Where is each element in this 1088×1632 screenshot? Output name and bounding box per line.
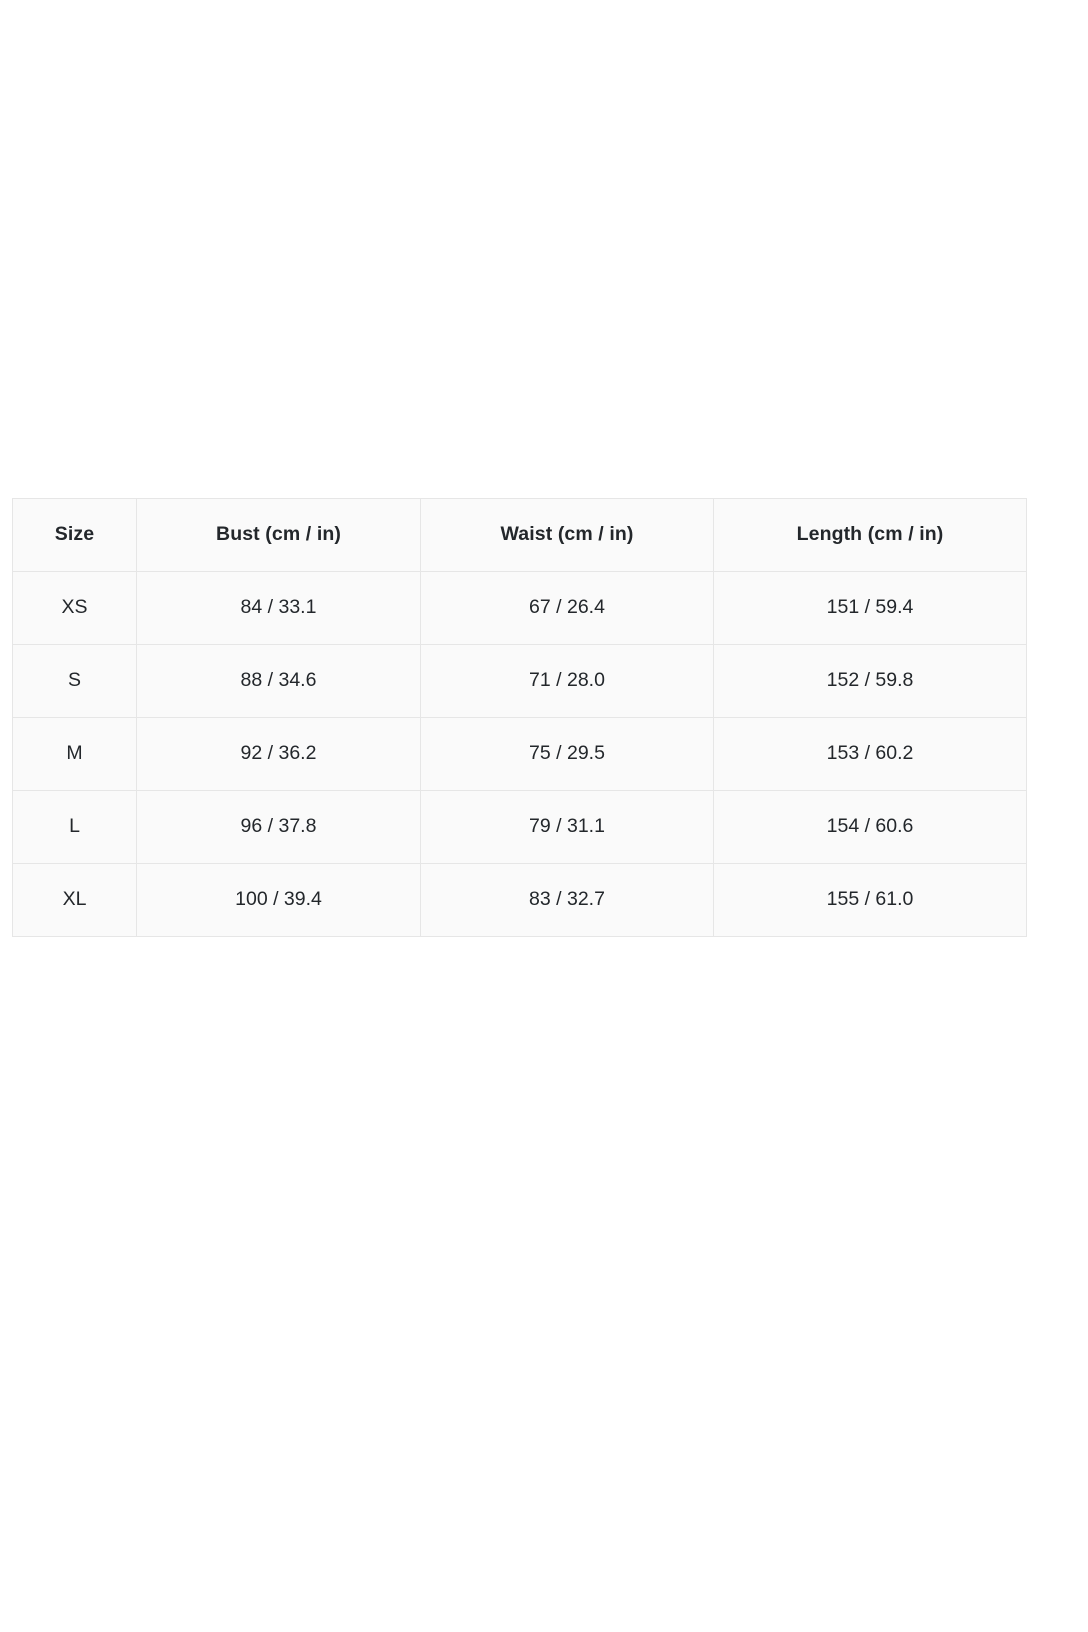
table-row: [13, 718, 1027, 791]
cell-length: 154 / 60.6: [714, 791, 1027, 864]
cell-waist: 75 / 29.5: [421, 718, 714, 791]
cell-waist: 67 / 26.4: [421, 572, 714, 645]
cell-size: M: [13, 718, 137, 791]
column-header-length: Length (cm / in): [714, 499, 1027, 572]
cell-size: XL: [13, 864, 137, 937]
cell-size: L: [13, 791, 137, 864]
cell-size: S: [13, 645, 137, 718]
size-chart-container: [12, 498, 1026, 937]
cell-length: 153 / 60.2: [714, 718, 1027, 791]
table-row: [13, 645, 1027, 718]
column-header-size: Size: [13, 499, 137, 572]
cell-bust: 88 / 34.6: [137, 645, 421, 718]
column-header-waist: Waist (cm / in): [421, 499, 714, 572]
cell-waist: 71 / 28.0: [421, 645, 714, 718]
table-row: [13, 572, 1027, 645]
size-chart-table: [12, 498, 1027, 937]
table-row: [13, 864, 1027, 937]
cell-bust: 84 / 33.1: [137, 572, 421, 645]
cell-size: XS: [13, 572, 137, 645]
cell-bust: 92 / 36.2: [137, 718, 421, 791]
column-header-bust: Bust (cm / in): [137, 499, 421, 572]
table-header-row: [13, 499, 1027, 572]
table-body: [13, 572, 1027, 937]
cell-waist: 79 / 31.1: [421, 791, 714, 864]
cell-length: 155 / 61.0: [714, 864, 1027, 937]
table-row: [13, 791, 1027, 864]
table-head: [13, 499, 1027, 572]
cell-length: 152 / 59.8: [714, 645, 1027, 718]
cell-length: 151 / 59.4: [714, 572, 1027, 645]
cell-bust: 100 / 39.4: [137, 864, 421, 937]
cell-waist: 83 / 32.7: [421, 864, 714, 937]
cell-bust: 96 / 37.8: [137, 791, 421, 864]
